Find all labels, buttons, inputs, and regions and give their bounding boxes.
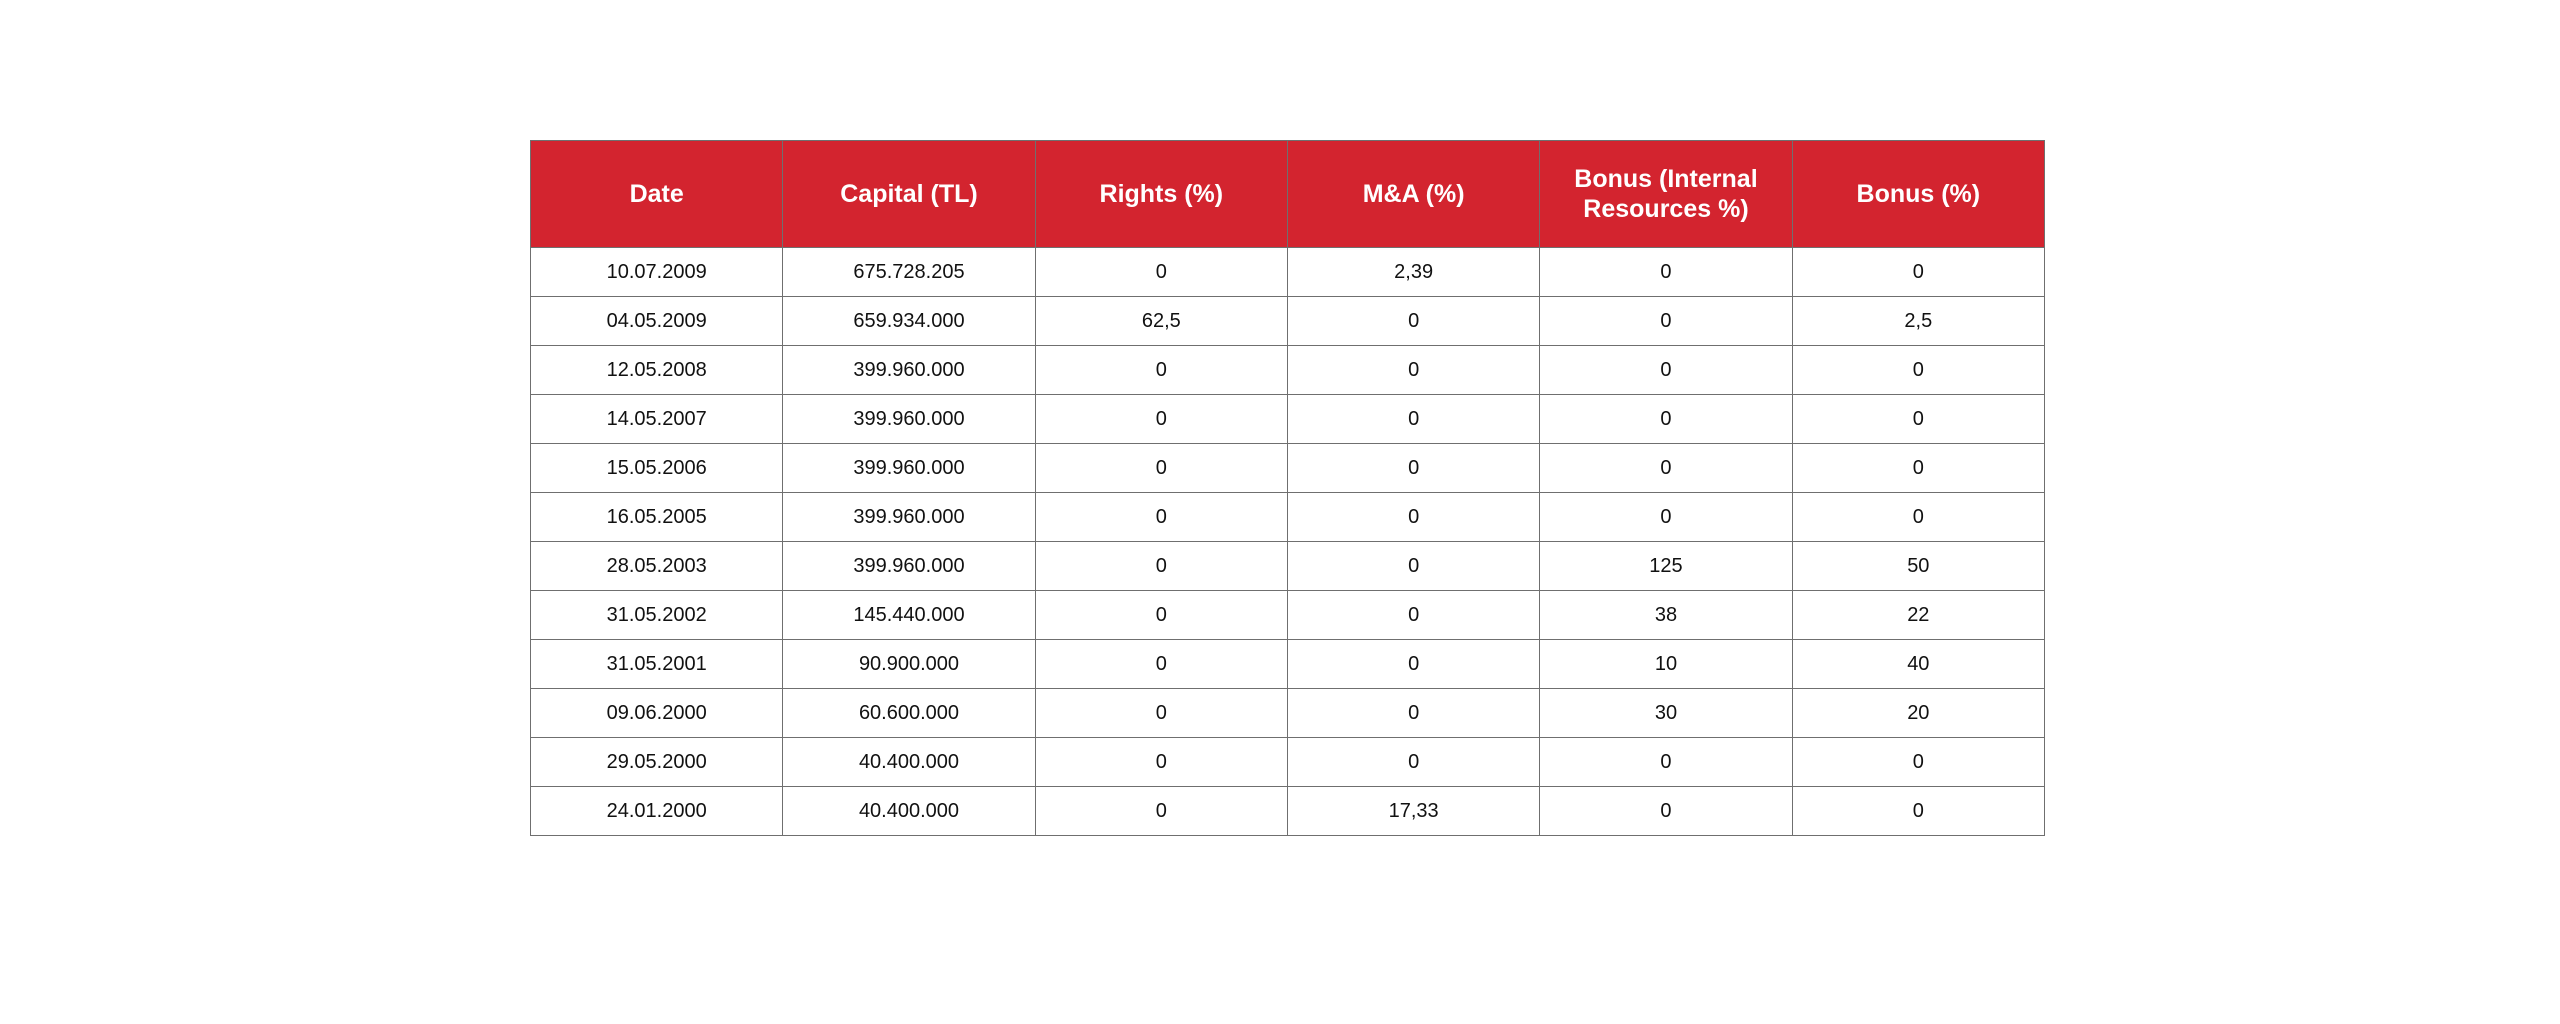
cell-bonus: 0	[1792, 787, 2044, 836]
table-row	[531, 787, 2045, 836]
cell-bonus-internal: 0	[1540, 738, 1792, 787]
cell-merger: 0	[1287, 689, 1539, 738]
cell-date: 31.05.2001	[531, 640, 783, 689]
cell-rights: 0	[1035, 542, 1287, 591]
cell-bonus: 0	[1792, 395, 2044, 444]
table-row	[531, 640, 2045, 689]
cell-date: 14.05.2007	[531, 395, 783, 444]
table-row	[531, 493, 2045, 542]
cell-rights: 0	[1035, 591, 1287, 640]
header-merger: M&A (%)	[1287, 141, 1539, 248]
cell-capital: 675.728.205	[783, 248, 1035, 297]
cell-capital: 399.960.000	[783, 346, 1035, 395]
cell-rights: 0	[1035, 493, 1287, 542]
cell-bonus: 0	[1792, 444, 2044, 493]
cell-bonus: 0	[1792, 346, 2044, 395]
table-row	[531, 591, 2045, 640]
cell-bonus-internal: 0	[1540, 297, 1792, 346]
cell-bonus-internal: 38	[1540, 591, 1792, 640]
cell-bonus: 22	[1792, 591, 2044, 640]
table-row	[531, 297, 2045, 346]
cell-bonus-internal: 0	[1540, 787, 1792, 836]
cell-date: 28.05.2003	[531, 542, 783, 591]
cell-date: 16.05.2005	[531, 493, 783, 542]
cell-capital: 60.600.000	[783, 689, 1035, 738]
table-header	[531, 141, 2045, 248]
cell-bonus: 2,5	[1792, 297, 2044, 346]
table-row	[531, 395, 2045, 444]
cell-bonus-internal: 0	[1540, 444, 1792, 493]
cell-date: 04.05.2009	[531, 297, 783, 346]
cell-capital: 659.934.000	[783, 297, 1035, 346]
cell-bonus: 50	[1792, 542, 2044, 591]
capital-history-table-container	[530, 140, 2045, 836]
cell-date: 10.07.2009	[531, 248, 783, 297]
cell-rights: 62,5	[1035, 297, 1287, 346]
header-capital: Capital (TL)	[783, 141, 1035, 248]
cell-bonus: 0	[1792, 493, 2044, 542]
table-row	[531, 542, 2045, 591]
cell-rights: 0	[1035, 248, 1287, 297]
cell-capital: 399.960.000	[783, 542, 1035, 591]
table-body	[531, 248, 2045, 836]
cell-bonus-internal: 125	[1540, 542, 1792, 591]
table-row	[531, 738, 2045, 787]
capital-history-table	[530, 140, 2045, 836]
cell-merger: 17,33	[1287, 787, 1539, 836]
cell-rights: 0	[1035, 395, 1287, 444]
header-row	[531, 141, 2045, 248]
cell-bonus: 0	[1792, 738, 2044, 787]
header-date: Date	[531, 141, 783, 248]
cell-merger: 2,39	[1287, 248, 1539, 297]
cell-rights: 0	[1035, 444, 1287, 493]
cell-bonus-internal: 0	[1540, 346, 1792, 395]
cell-capital: 90.900.000	[783, 640, 1035, 689]
cell-date: 29.05.2000	[531, 738, 783, 787]
table-row	[531, 248, 2045, 297]
cell-capital: 399.960.000	[783, 395, 1035, 444]
cell-rights: 0	[1035, 787, 1287, 836]
cell-capital: 145.440.000	[783, 591, 1035, 640]
cell-bonus-internal: 0	[1540, 395, 1792, 444]
cell-bonus-internal: 10	[1540, 640, 1792, 689]
cell-bonus: 40	[1792, 640, 2044, 689]
cell-date: 24.01.2000	[531, 787, 783, 836]
header-bonus-internal: Bonus (Internal Resources %)	[1540, 141, 1792, 248]
cell-rights: 0	[1035, 640, 1287, 689]
cell-date: 09.06.2000	[531, 689, 783, 738]
cell-rights: 0	[1035, 738, 1287, 787]
cell-merger: 0	[1287, 640, 1539, 689]
cell-merger: 0	[1287, 444, 1539, 493]
cell-capital: 40.400.000	[783, 738, 1035, 787]
cell-merger: 0	[1287, 493, 1539, 542]
cell-merger: 0	[1287, 346, 1539, 395]
cell-date: 31.05.2002	[531, 591, 783, 640]
cell-merger: 0	[1287, 297, 1539, 346]
cell-date: 12.05.2008	[531, 346, 783, 395]
table-row	[531, 444, 2045, 493]
cell-bonus: 0	[1792, 248, 2044, 297]
cell-capital: 399.960.000	[783, 493, 1035, 542]
cell-merger: 0	[1287, 395, 1539, 444]
cell-bonus: 20	[1792, 689, 2044, 738]
cell-rights: 0	[1035, 689, 1287, 738]
cell-capital: 399.960.000	[783, 444, 1035, 493]
cell-merger: 0	[1287, 591, 1539, 640]
table-row	[531, 689, 2045, 738]
header-rights: Rights (%)	[1035, 141, 1287, 248]
header-bonus: Bonus (%)	[1792, 141, 2044, 248]
cell-bonus-internal: 0	[1540, 493, 1792, 542]
cell-bonus-internal: 0	[1540, 248, 1792, 297]
cell-date: 15.05.2006	[531, 444, 783, 493]
table-row	[531, 346, 2045, 395]
cell-bonus-internal: 30	[1540, 689, 1792, 738]
cell-rights: 0	[1035, 346, 1287, 395]
cell-capital: 40.400.000	[783, 787, 1035, 836]
cell-merger: 0	[1287, 542, 1539, 591]
cell-merger: 0	[1287, 738, 1539, 787]
